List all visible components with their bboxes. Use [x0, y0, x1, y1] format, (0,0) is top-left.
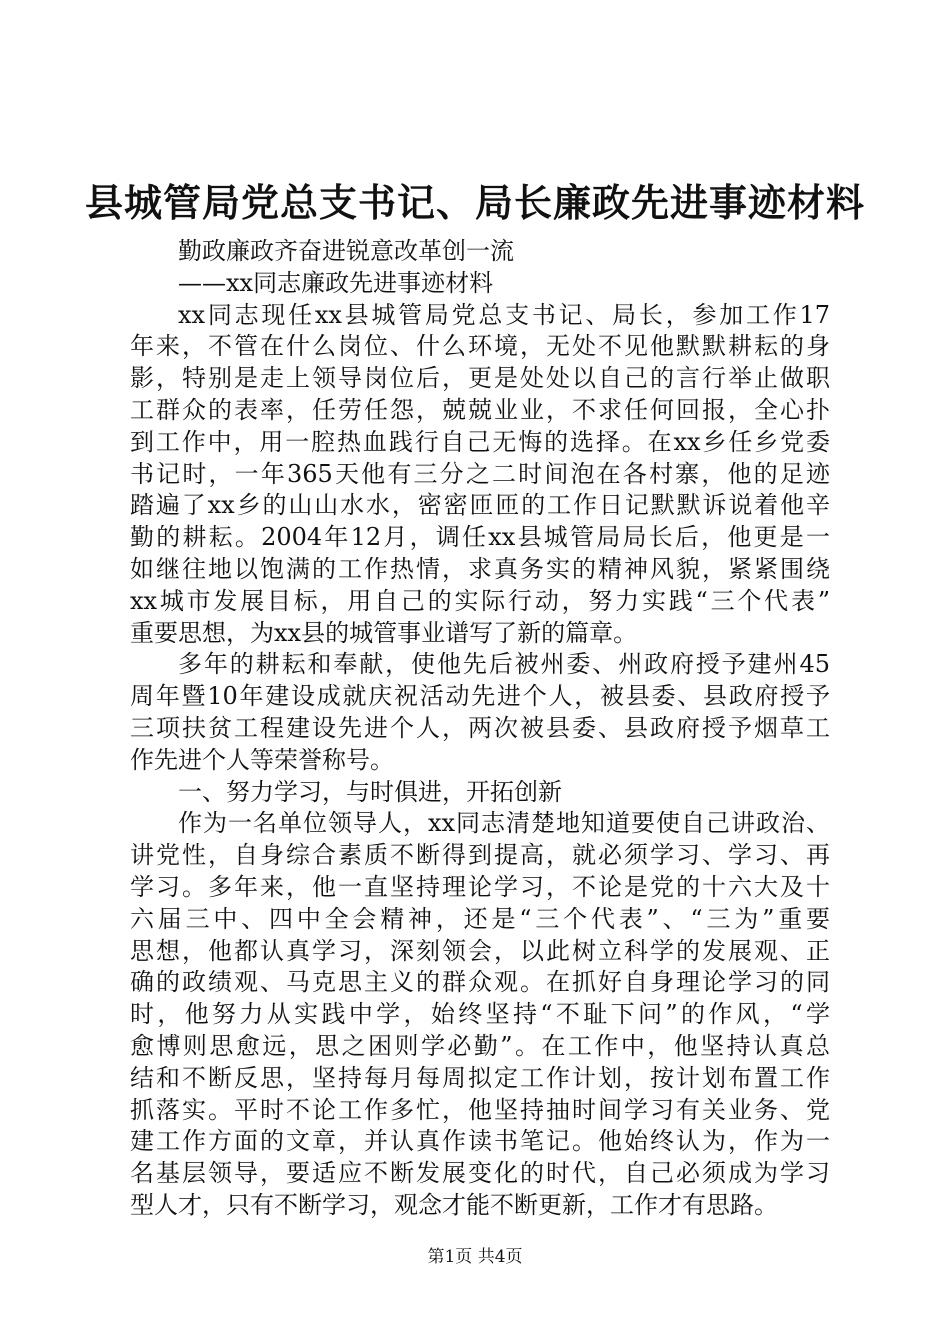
text-line: 思想，他都认真学习，深刻领会，以此树立科学的发展观、正: [130, 936, 830, 965]
text-line: 一、努力学习，与时俱进，开拓创新: [178, 777, 562, 806]
text-line: 影，特别是走上领导岗位后，更是处处以自己的言行举止做职: [130, 364, 830, 393]
text-line: 作先进个人等荣誉称号。: [130, 745, 394, 774]
text-line: 三项扶贫工程建设先进个人，两次被县委、县政府授予烟草工: [130, 713, 830, 742]
document-body: [130, 236, 830, 1222]
text-line: 勤的耕耘。2004年12月，调任xx县城管局局长后，他更是一: [130, 523, 830, 552]
text-line: 愈博则思愈远，思之困则学必勤”。在工作中，他坚持认真总: [130, 1031, 830, 1060]
text-line: 如继往地以饱满的工作热情，求真务实的精神风貌，紧紧围绕: [130, 554, 830, 583]
text-line: 多年的耕耘和奉献，使他先后被州委、州政府授予建州45: [178, 650, 830, 679]
text-line: 六届三中、四中全会精神，还是“三个代表”、“三为”重要: [130, 904, 830, 933]
document-title: 县城管局党总支书记、局长廉政先进事迹材料: [84, 180, 865, 225]
text-line: 结和不断反思，坚持每月每周拟定工作计划，按计划布置工作: [130, 1063, 830, 1092]
text-line: 讲党性，自身综合素质不断得到提高，就必须学习、学习、再: [130, 841, 830, 870]
text-line: 重要思想，为xx县的城管事业谱写了新的篇章。: [130, 618, 638, 647]
text-line: 抓落实。平时不论工作多忙，他坚持抽时间学习有关业务、党: [130, 1095, 830, 1124]
text-line: 建工作方面的文章，并认真作读书笔记。他始终认为，作为一: [130, 1127, 830, 1156]
text-line: 型人才，只有不断学习，观念才能不断更新，工作才有思路。: [130, 1190, 778, 1219]
text-line: xx同志现任xx县城管局党总支书记、局长，参加工作17: [178, 300, 830, 329]
text-line: 到工作中，用一腔热血践行自己无悔的选择。在xx乡任乡党委: [130, 427, 830, 456]
page-footer: 第1页 共4页: [427, 1247, 523, 1267]
text-line: 周年暨10年建设成就庆祝活动先进个人，被县委、县政府授予: [130, 682, 830, 711]
text-line: 年来，不管在什么岗位、什么环境，无处不见他默默耕耘的身: [130, 332, 830, 361]
text-line: 勤政廉政齐奋进锐意改革创一流: [178, 237, 514, 265]
text-line: 确的政绩观、马克思主义的群众观。在抓好自身理论学习的同: [130, 968, 830, 997]
text-line: 书记时，一年365天他有三分之二时间泡在各村寨，他的足迹: [130, 459, 830, 488]
text-line: 名基层领导，要适应不断发展变化的时代，自己必须成为学习: [130, 1159, 830, 1188]
text-line: ——xx同志廉政先进事迹材料: [178, 268, 494, 297]
text-line: 作为一名单位领导人，xx同志清楚地知道要使自己讲政治、: [178, 809, 830, 838]
text-line: 工群众的表率，任劳任怨，兢兢业业，不求任何回报，全心扑: [130, 395, 830, 424]
text-line: 学习。多年来，他一直坚持理论学习，不论是党的十六大及十: [130, 872, 830, 901]
text-line: 踏遍了xx乡的山山水水，密密匝匝的工作日记默默诉说着他辛: [130, 491, 830, 520]
text-line: xx城市发展目标，用自己的实际行动，努力实践“三个代表”: [130, 586, 830, 615]
text-line: 时，他努力从实践中学，始终坚持“不耻下问”的作风，“学: [130, 1000, 830, 1029]
